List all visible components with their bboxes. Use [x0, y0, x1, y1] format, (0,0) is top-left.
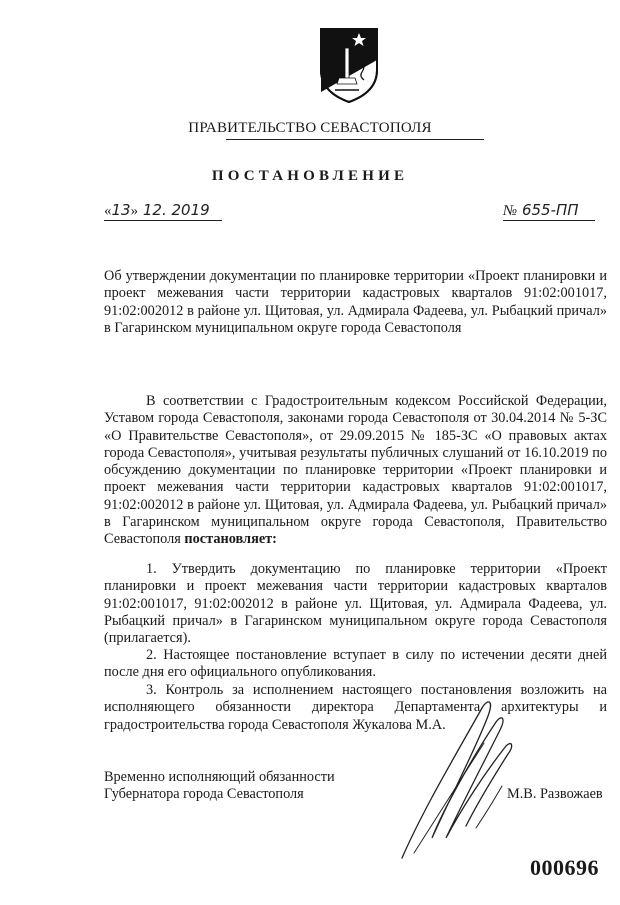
- signatory-position-line-2: Губернатора города Севастополя: [104, 786, 304, 803]
- signatory-name: М.В. Развожаев: [507, 786, 603, 802]
- signatory-position: [104, 769, 404, 804]
- document-type-title: ПОСТАНОВЛЕНИЕ: [211, 168, 409, 184]
- date-open-quote: «: [104, 203, 112, 219]
- date-close-quote: »: [130, 203, 139, 219]
- handwritten-signature: [384, 688, 534, 863]
- preamble-paragraph: [104, 393, 607, 549]
- number-value: 655-ПП: [521, 201, 579, 219]
- number-label: №: [503, 203, 518, 219]
- date-month-year: 12. 2019: [142, 201, 210, 219]
- signatory-position-line-1: Временно исполняющий обязанности: [104, 769, 335, 785]
- coat-of-arms-icon: [317, 26, 381, 104]
- resolution-item-1: 1. Утвердить документацию по планировке территории «Проект планировки и проект межевания части территории кадастровых кварталов 91:02:001017, 91:02:002012 в районе ул. Щитовая, ул. Адмирала Фадеева, ул. Рыбацкий причал» в Гагаринском муниципальном округе города Севастополя (прилагается).: [104, 561, 607, 647]
- resolution-item-2: 2. Настоящее постановление вступает в силу по истечении десяти дней после дня его официального опубликования.: [104, 647, 607, 681]
- document-number: [503, 201, 595, 221]
- serial-number: 000696: [530, 855, 599, 880]
- document-subject: Об утверждении документации по планировке территории «Проект планировки и проект межевания части территории кадастровых кварталов 91:02:001017, 91:02:002012 в районе ул. Щитовая, ул. Адмирала Фадеева, ул. Рыбацкий причал» в Гагаринском муниципальном округе города Севастополя: [104, 268, 607, 336]
- preamble-emphasis: постановляет:: [184, 531, 277, 548]
- header-divider: [226, 139, 484, 140]
- resolution-item-3: 3. Контроль за исполнением настоящего постановления возложить на исполняющего обязанности директора Департамента архитектуры и градостроительства города Севастополя Жукалова М.А.: [104, 682, 607, 733]
- date-day: 13: [111, 201, 131, 219]
- document-date: [104, 201, 222, 221]
- preamble-text: В соответствии с Градостроительным кодексом Российской Федерации, Уставом города Севастополя, законами города Севастополя от 30.04.2014 № 5-ЗС «О Правительстве Севастополя», от 29.09.2015 № 185-ЗС «О правовых актах города Севастополя», учитывая результаты публичных слушаний от 16.10.2019 по обсуждению документации по планировке территории «Проект планировки и проект межевания части территории кадастровых кварталов 91:02:001017, 91:02:002012 в районе ул. Щитовая, ул. Адмирала Фадеева, ул. Рыбацкий причал» в Гагаринском муниципальном округе города Севастополя, Правительство Севастополя: [104, 393, 607, 548]
- organization-name: ПРАВИТЕЛЬСТВО СЕВАСТОПОЛЯ: [188, 120, 432, 136]
